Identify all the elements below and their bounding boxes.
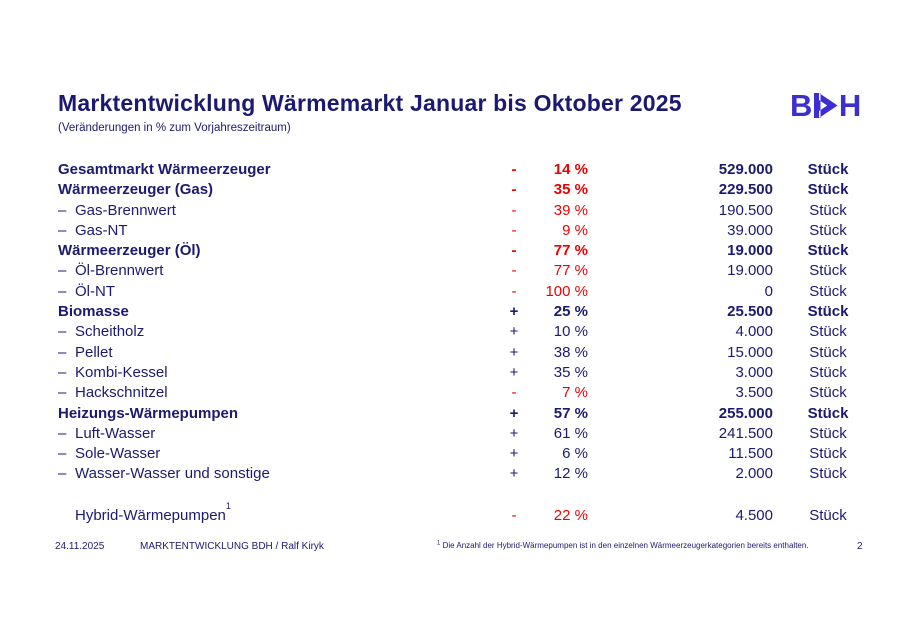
dash-bullet: – xyxy=(58,465,67,483)
row-value: 190.500 xyxy=(718,201,773,219)
dash-bullet: – xyxy=(58,282,67,300)
row-label-cell xyxy=(58,180,502,200)
row-unit: Stück xyxy=(809,343,847,361)
dash-bullet: – xyxy=(58,445,67,463)
row-sign: - xyxy=(511,262,517,280)
row-percent: 14 % xyxy=(553,161,588,178)
page-title: Marktentwicklung Wärmemarkt Januar bis Oktober 2025 xyxy=(58,90,682,116)
row-label: Wasser-Wasser und sonstige xyxy=(75,465,270,483)
dash-bullet: – xyxy=(58,384,67,402)
row-unit: Stück xyxy=(807,242,849,260)
table-row xyxy=(58,383,888,403)
logo-letter-b: B xyxy=(790,88,813,123)
row-unit: Stück xyxy=(809,506,847,524)
row-percent: 61 % xyxy=(553,424,588,442)
row-percent: 38 % xyxy=(553,343,588,361)
row-unit: Stück xyxy=(809,445,847,463)
row-unit: Stück xyxy=(807,404,849,422)
table-row xyxy=(58,302,888,322)
row-label-cell xyxy=(58,363,502,383)
logo-letter-h: H xyxy=(838,88,862,123)
row-percent: 25 % xyxy=(553,303,588,321)
footnote-text: Die Anzahl der Hybrid-Wärmepumpen ist in den einzelnen Wärmeerzeugerkategorien bereits enthalten. xyxy=(440,541,809,550)
row-label-cell xyxy=(58,160,502,180)
row-value: 255.000 xyxy=(718,404,773,422)
row-unit: Stück xyxy=(809,384,847,402)
table-row xyxy=(58,180,888,200)
row-unit: Stück xyxy=(809,201,847,219)
row-value: 25.500 xyxy=(727,303,773,321)
row-value: 229.500 xyxy=(718,181,773,199)
row-unit: Stück xyxy=(809,262,847,280)
row-percent: 12 % xyxy=(553,465,588,483)
dash-bullet: – xyxy=(58,201,67,219)
row-value: 39.000 xyxy=(727,221,773,239)
market-table xyxy=(58,160,888,526)
row-label: Heizungs-Wärmepumpen xyxy=(58,404,239,422)
row-sign: + xyxy=(509,465,519,483)
row-percent: 10 % xyxy=(553,323,588,341)
row-percent: 6 % xyxy=(562,445,588,463)
row-sign: - xyxy=(511,506,517,524)
row-sign: + xyxy=(509,303,519,321)
table-row xyxy=(58,282,888,302)
table-row xyxy=(58,201,888,221)
row-value: 4.500 xyxy=(735,506,773,524)
row-label: Kombi-Kessel xyxy=(75,363,168,381)
dash-bullet: – xyxy=(58,221,67,239)
row-label-cell xyxy=(58,201,502,221)
row-percent: 77 % xyxy=(553,262,588,280)
page-number: 2 xyxy=(857,541,863,552)
row-label: Pellet xyxy=(75,343,113,361)
row-label-cell xyxy=(58,500,502,526)
row-value: 4.000 xyxy=(735,323,773,341)
footnote-ref: 1 xyxy=(225,500,231,511)
row-sign: - xyxy=(511,242,517,260)
row-percent: 35 % xyxy=(553,181,588,199)
row-sign: - xyxy=(511,282,517,300)
footer-date: 24.11.2025 xyxy=(55,541,105,552)
header xyxy=(58,90,682,134)
dash-bullet: – xyxy=(58,323,67,341)
row-percent: 77 % xyxy=(553,242,588,260)
row-label-cell xyxy=(58,444,502,464)
dash-bullet: – xyxy=(58,343,67,361)
bdh-logo xyxy=(790,90,862,121)
row-percent: 22 % xyxy=(553,506,588,524)
row-label: Wärmeerzeuger (Gas) xyxy=(58,181,214,199)
row-label: Gas-NT xyxy=(75,221,128,239)
logo-d-icon xyxy=(813,93,839,118)
row-value: 19.000 xyxy=(727,262,773,280)
row-label-cell xyxy=(58,464,502,484)
footnote-sup: 1 xyxy=(437,540,441,547)
row-value: 19.000 xyxy=(727,242,773,260)
row-label: Wärmeerzeuger (Öl) xyxy=(58,242,201,260)
row-label-cell xyxy=(58,404,502,424)
row-label: Hackschnitzel xyxy=(75,384,168,402)
row-value: 3.500 xyxy=(735,384,773,402)
footer-credit: MARKTENTWICKLUNG BDH / Ralf Kiryk xyxy=(140,541,324,552)
row-percent: 57 % xyxy=(553,404,588,422)
row-sign: + xyxy=(509,404,519,422)
row-sign: + xyxy=(509,363,519,381)
row-label: Scheitholz xyxy=(75,323,145,341)
row-sign: + xyxy=(509,323,519,341)
row-label-cell xyxy=(58,383,502,403)
dash-bullet: – xyxy=(58,424,67,442)
row-label-cell xyxy=(58,322,502,342)
table-row xyxy=(58,160,888,180)
dash-bullet: – xyxy=(58,363,67,381)
row-unit: Stück xyxy=(809,363,847,381)
table-row xyxy=(58,464,888,484)
row-percent: 100 % xyxy=(545,282,588,300)
table-row xyxy=(58,221,888,241)
row-sign: - xyxy=(511,384,517,402)
row-unit: Stück xyxy=(809,323,847,341)
table-row xyxy=(58,424,888,444)
row-unit: Stück xyxy=(807,181,849,199)
row-label: Gas-Brennwert xyxy=(75,201,176,219)
row-label: Öl-NT xyxy=(75,282,115,300)
market-table-rows xyxy=(58,160,888,485)
row-sign: - xyxy=(511,161,517,178)
table-row xyxy=(58,261,888,281)
table-row xyxy=(58,343,888,363)
table-row xyxy=(58,241,888,261)
row-label-cell xyxy=(58,282,502,302)
row-percent: 35 % xyxy=(553,363,588,381)
row-label: Öl-Brennwert xyxy=(75,262,164,280)
row-sign: - xyxy=(511,221,517,239)
row-label-cell xyxy=(58,424,502,444)
row-sign: + xyxy=(509,343,519,361)
row-percent: 7 % xyxy=(562,384,588,402)
row-value: 0 xyxy=(764,282,773,300)
page-subtitle: (Veränderungen in % zum Vorjahreszeitraum) xyxy=(58,122,291,134)
table-row xyxy=(58,444,888,464)
row-sign: - xyxy=(511,201,517,219)
table-row xyxy=(58,322,888,342)
row-label-cell xyxy=(58,241,502,261)
row-percent: 39 % xyxy=(553,201,588,219)
table-row xyxy=(58,404,888,424)
hybrid-row xyxy=(58,500,888,526)
row-label-cell xyxy=(58,221,502,241)
row-label: Gesamtmarkt Wärmeerzeuger xyxy=(58,161,271,178)
row-label-cell xyxy=(58,302,502,322)
row-label: Hybrid-Wärmepumpen xyxy=(75,506,226,524)
table-row xyxy=(58,363,888,383)
row-value: 3.000 xyxy=(735,363,773,381)
row-label-cell xyxy=(58,343,502,363)
row-unit: Stück xyxy=(809,465,847,483)
row-unit: Stück xyxy=(807,161,849,178)
row-sign: - xyxy=(511,181,517,199)
row-label: Luft-Wasser xyxy=(75,424,156,442)
dash-bullet: – xyxy=(58,262,67,280)
row-unit: Stück xyxy=(809,424,847,442)
footer-footnote xyxy=(437,541,809,550)
row-sign: + xyxy=(509,445,519,463)
row-label-cell xyxy=(58,261,502,281)
row-label: Biomasse xyxy=(58,303,129,321)
row-sign: + xyxy=(509,424,519,442)
row-unit: Stück xyxy=(809,282,847,300)
row-value: 11.500 xyxy=(728,445,773,463)
row-value: 2.000 xyxy=(735,465,773,483)
row-percent: 9 % xyxy=(562,221,588,239)
row-unit: Stück xyxy=(807,303,849,321)
row-label: Sole-Wasser xyxy=(75,445,161,463)
row-value: 241.500 xyxy=(718,424,773,442)
row-unit: Stück xyxy=(809,221,847,239)
row-value: 15.000 xyxy=(727,343,773,361)
row-value: 529.000 xyxy=(718,161,773,178)
